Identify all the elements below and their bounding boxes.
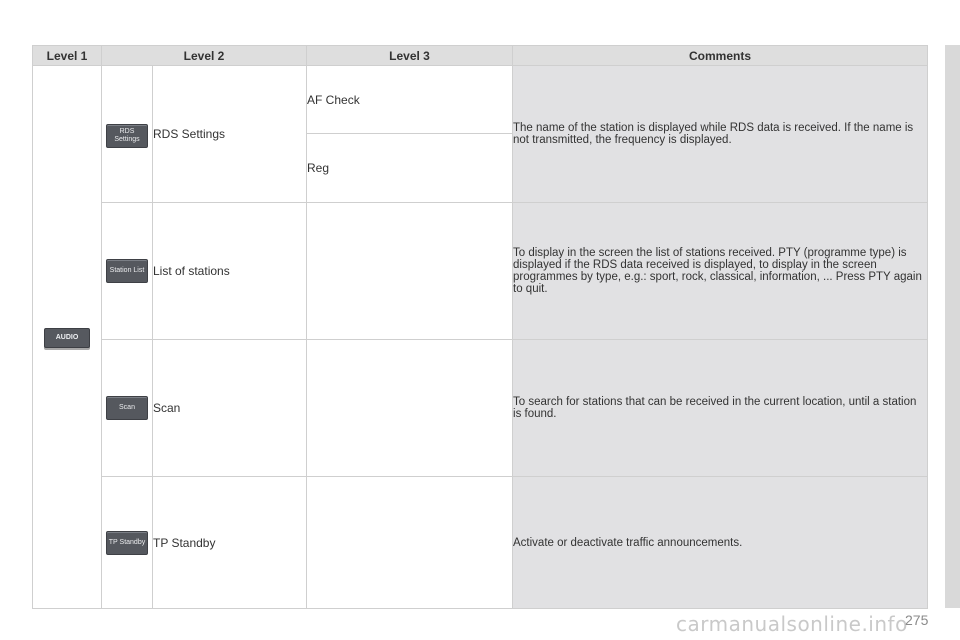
level2-label: List of stations	[153, 203, 307, 340]
level1-cell	[33, 66, 102, 609]
comment-text: The name of the station is displayed while RDS data is received. If the name is not transmitted, the frequency is displayed.	[513, 66, 928, 203]
table-row	[33, 203, 928, 340]
level3-label: AF Check	[307, 66, 513, 134]
watermark: carmanualsonline.info	[676, 612, 908, 636]
level2-icon-cell	[102, 66, 153, 203]
table-row	[33, 66, 928, 134]
level2-label: RDS Settings	[153, 66, 307, 203]
level3-empty-cell	[307, 203, 513, 340]
header-level-3: Level 3	[307, 46, 513, 66]
level2-label: Scan	[153, 340, 307, 477]
audio-button-icon: AUDIO	[44, 328, 90, 348]
header-level-2: Level 2	[102, 46, 307, 66]
menu-levels-table	[32, 45, 928, 609]
page-side-tab	[945, 45, 960, 608]
rds-settings-button-icon: RDS Settings	[106, 124, 148, 148]
table-row	[33, 340, 928, 477]
table-header-row	[33, 46, 928, 66]
level3-empty-cell	[307, 340, 513, 477]
level3-label: Reg	[307, 134, 513, 203]
header-comments: Comments	[513, 46, 928, 66]
comment-text: To display in the screen the list of stations received. PTY (programme type) is displayed if the RDS data received is displayed, to display in the screen programmes by type, e.g.: sport, rock, classical, information, ... Press PTY again to quit.	[513, 203, 928, 340]
page-number: 275	[905, 612, 929, 628]
level3-empty-cell	[307, 477, 513, 609]
level2-label: TP Standby	[153, 477, 307, 609]
scan-button-icon: Scan	[106, 396, 148, 420]
station-list-button-icon: Station List	[106, 259, 148, 283]
level2-icon-cell	[102, 203, 153, 340]
comment-text: To search for stations that can be received in the current location, until a station is found.	[513, 340, 928, 477]
table-row	[33, 477, 928, 609]
level2-icon-cell	[102, 340, 153, 477]
comment-text: Activate or deactivate traffic announcements.	[513, 477, 928, 609]
tp-standby-button-icon: TP Standby	[106, 531, 148, 555]
header-level-1: Level 1	[33, 46, 102, 66]
level2-icon-cell	[102, 477, 153, 609]
